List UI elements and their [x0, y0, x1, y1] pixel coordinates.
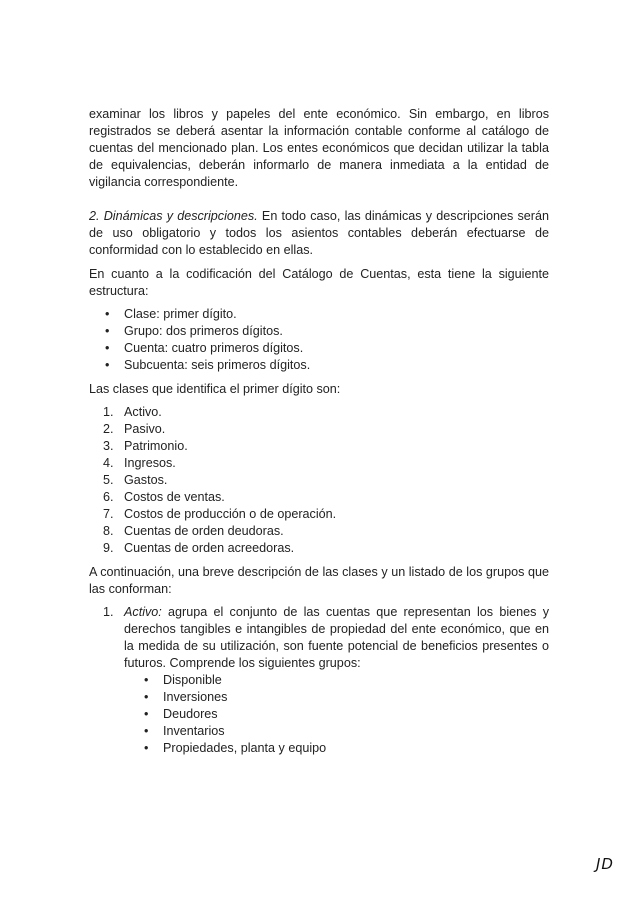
- list-item: • Grupo: dos primeros dígitos.: [89, 323, 549, 340]
- document-page: [89, 106, 549, 757]
- list-item: [89, 540, 549, 557]
- list-item: [89, 472, 549, 489]
- descriptions-list: [89, 604, 549, 757]
- list-item: • Deudores: [124, 706, 549, 723]
- list-number: 7.: [103, 507, 114, 521]
- list-item-label: Cuentas de orden deudoras.: [124, 524, 284, 538]
- description-title: Activo:: [124, 605, 162, 619]
- list-item: • Cuenta: cuatro primeros dígitos.: [89, 340, 549, 357]
- paragraph-intro: examinar los libros y papeles del ente económico. Sin embargo, en libros registrados se deberá asentar la información contable conforme al catálogo de cuentas del mencionado plan. Los entes económicos que decidan utilizar la tabla de equivalencias, deberán informarlo de manera inmediata a la entidad de vigilancia correspondiente.: [89, 107, 549, 189]
- list-item: [89, 438, 549, 455]
- list-item: [89, 489, 549, 506]
- list-item-label: Costos de ventas.: [124, 490, 225, 504]
- list-number: 2.: [103, 422, 114, 436]
- paragraph-descripcion: A continuación, una breve descripción de las clases y un listado de los grupos que las conforman:: [89, 565, 549, 596]
- structure-list: [89, 306, 549, 374]
- list-item: [89, 421, 549, 438]
- list-item-label: Patrimonio.: [124, 439, 188, 453]
- list-number: 3.: [103, 439, 114, 453]
- list-number: 5.: [103, 473, 114, 487]
- list-item: • Disponible: [124, 672, 549, 689]
- list-number: 9.: [103, 541, 114, 555]
- description-text: [124, 604, 549, 672]
- list-number: 1.: [103, 605, 114, 619]
- list-item: • Clase: primer dígito.: [89, 306, 549, 323]
- list-number: 6.: [103, 490, 114, 504]
- signature-initials: JD: [596, 855, 614, 873]
- list-item: • Propiedades, planta y equipo: [124, 740, 549, 757]
- section-heading: 2. Dinámicas y descripciones.: [89, 209, 258, 223]
- paragraph-codificacion: En cuanto a la codificación del Catálogo de Cuentas, esta tiene la siguiente estructura:: [89, 267, 549, 298]
- classes-list: [89, 404, 549, 557]
- list-item-label: Pasivo.: [124, 422, 166, 436]
- list-number: 1.: [103, 405, 114, 419]
- list-item: [89, 506, 549, 523]
- paragraph-dinamicas: [89, 208, 549, 259]
- list-number: 4.: [103, 456, 114, 470]
- description-body: agrupa el conjunto de las cuentas que representan los bienes y derechos tangibles e intangibles de propiedad del ente económico, que en la medida de su utilización, son fuente potencial de beneficios presentes o futuros. Comprende los siguientes grupos:: [124, 605, 549, 670]
- list-item-label: Activo.: [124, 405, 162, 419]
- list-item: • Subcuenta: seis primeros dígitos.: [89, 357, 549, 374]
- description-item-activo: [89, 604, 549, 757]
- list-item-label: Gastos.: [124, 473, 168, 487]
- paragraph-clases: Las clases que identifica el primer dígito son:: [89, 382, 341, 396]
- list-item: • Inversiones: [124, 689, 549, 706]
- list-item-label: Ingresos.: [124, 456, 176, 470]
- list-item-label: Costos de producción o de operación.: [124, 507, 337, 521]
- list-item-label: Cuentas de orden acreedoras.: [124, 541, 295, 555]
- list-item: • Inventarios: [124, 723, 549, 740]
- list-item: [89, 404, 549, 421]
- list-item: [89, 523, 549, 540]
- list-number: 8.: [103, 524, 114, 538]
- paragraph-dinamicas-text: En todo caso, las dinámicas y descripciones serán de uso obligatorio y todos los asientos contables deberán efectuarse de conformidad con lo establecido en ellas.: [89, 209, 549, 257]
- list-item: [89, 455, 549, 472]
- groups-list: [124, 672, 549, 757]
